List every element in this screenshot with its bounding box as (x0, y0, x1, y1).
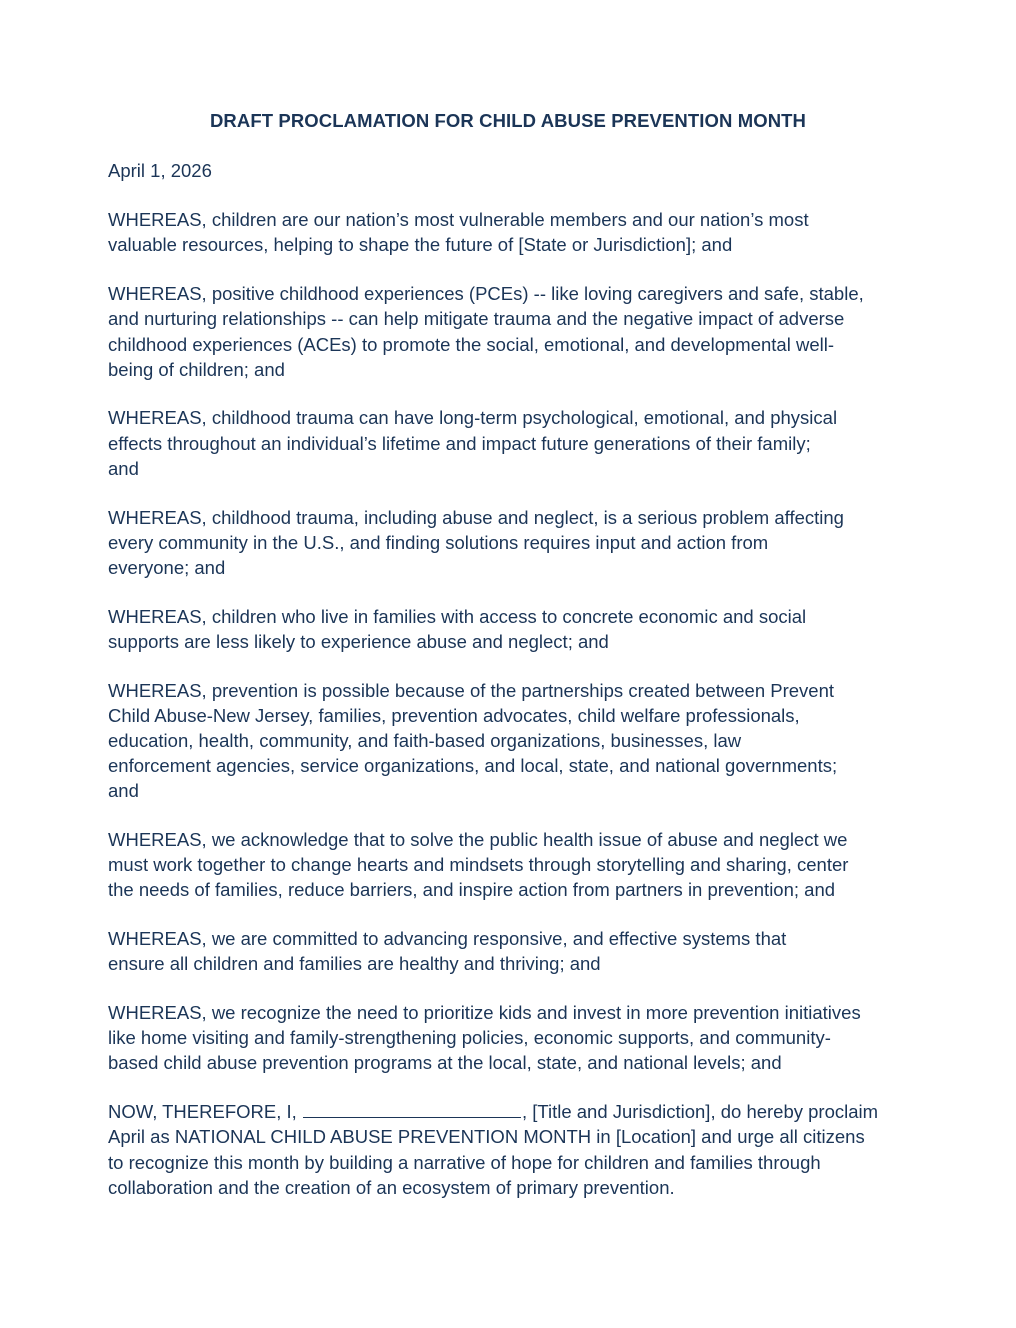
paragraph-line: being of children; and (108, 358, 285, 380)
paragraph-line: ensure all children and families are healthy and thriving; and (108, 953, 601, 975)
paragraph-line: supports are less likely to experience abuse and neglect; and (108, 630, 609, 652)
paragraph-line: WHEREAS, we acknowledge that to solve the public health issue of abuse and neglect we (108, 829, 848, 851)
paragraph-line: education, health, community, and faith-based organizations, businesses, law (108, 729, 742, 751)
paragraph-line: and (108, 780, 139, 802)
paragraph-line: enforcement agencies, service organizations, and local, state, and national governments; (108, 755, 838, 777)
paragraph-line: collaboration and the creation of an ecosystem of primary prevention. (108, 1176, 675, 1198)
closing-first-line (108, 1099, 918, 1124)
closing-paragraph (108, 1099, 918, 1200)
paragraph-line: WHEREAS, children who live in families with access to concrete economic and social (108, 605, 807, 627)
whereas-paragraph (108, 604, 918, 654)
paragraph-line: the needs of families, reduce barriers, and inspire action from partners in prevention; and (108, 879, 836, 901)
paragraph-line: valuable resources, helping to shape the future of [State or Jurisdiction]; and (108, 234, 733, 256)
document-body (108, 158, 918, 1224)
paragraph-line: WHEREAS, we are committed to advancing responsive, and effective systems that (108, 928, 787, 950)
paragraph-line: like home visiting and family-strengthening policies, economic supports, and community- (108, 1027, 831, 1049)
paragraph-line: WHEREAS, childhood trauma can have long-term psychological, emotional, and physical (108, 407, 838, 429)
paragraph-line: WHEREAS, prevention is possible because of the partnerships created between Prevent (108, 679, 835, 701)
whereas-paragraph (108, 827, 918, 903)
paragraph-line: Child Abuse-New Jersey, families, prevention advocates, child welfare professionals, (108, 704, 800, 726)
whereas-paragraph (108, 207, 918, 257)
proclamation-date: April 1, 2026 (108, 160, 212, 181)
paragraph-line: and (108, 457, 139, 479)
paragraph-line: childhood experiences (ACEs) to promote the social, emotional, and developmental well- (108, 333, 834, 355)
whereas-paragraph (108, 1000, 918, 1076)
paragraph-line: WHEREAS, children are our nation’s most vulnerable members and our nation’s most (108, 209, 809, 231)
paragraph-line: WHEREAS, positive childhood experiences (PCEs) -- like loving caregivers and safe, stable, (108, 283, 864, 305)
whereas-paragraph (108, 926, 918, 976)
whereas-paragraph (108, 281, 918, 382)
closing-text-after-blank: , [Title and Jurisdiction], do hereby proclaim (521, 1101, 879, 1123)
closing-text-before-blank: NOW, THEREFORE, I, (108, 1101, 297, 1123)
paragraph-line: everyone; and (108, 556, 226, 578)
paragraph-line: to recognize this month by building a narrative of hope for children and families through (108, 1151, 821, 1173)
paragraph-line: based child abuse prevention programs at the local, state, and national levels; and (108, 1052, 782, 1074)
paragraph-line: every community in the U.S., and finding solutions requires input and action from (108, 531, 769, 553)
paragraph-line: and nurturing relationships -- can help mitigate trauma and the negative impact of adverse (108, 308, 845, 330)
paragraph-line: WHEREAS, childhood trauma, including abuse and neglect, is a serious problem affecting (108, 506, 844, 528)
paragraph-line: WHEREAS, we recognize the need to prioritize kids and invest in more prevention initiatives (108, 1002, 861, 1024)
paragraph-line: must work together to change hearts and mindsets through storytelling and sharing, center (108, 854, 849, 876)
whereas-paragraph (108, 678, 918, 804)
paragraph-line: effects throughout an individual’s lifetime and impact future generations of their family; (108, 432, 811, 454)
whereas-paragraph (108, 405, 918, 481)
whereas-paragraph (108, 505, 918, 581)
paragraph-line: April as NATIONAL CHILD ABUSE PREVENTION MONTH in [Location] and urge all citizens (108, 1126, 865, 1148)
document-title: DRAFT PROCLAMATION FOR CHILD ABUSE PREVENTION MONTH (209, 110, 807, 131)
signatory-name-blank (303, 1099, 521, 1118)
